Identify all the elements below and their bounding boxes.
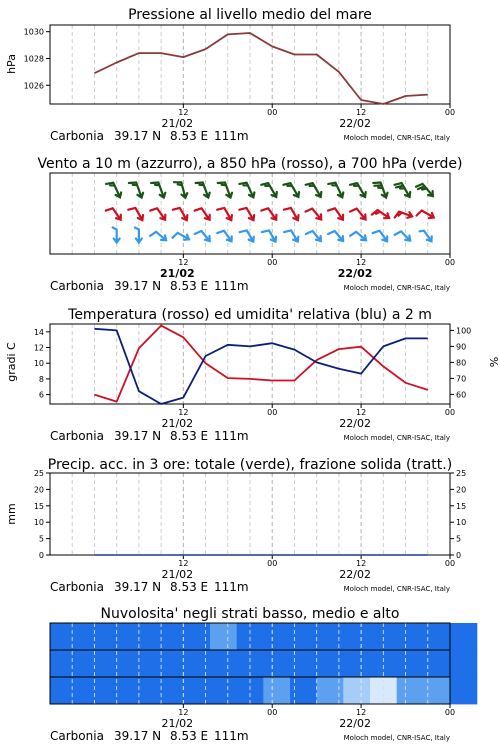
wind-850-barb bbox=[284, 208, 299, 220]
pressure-y-tick-label: 1026 bbox=[23, 81, 44, 91]
cloud-location-name: Carbonia bbox=[50, 729, 104, 743]
cloud-cell-basso bbox=[450, 677, 477, 704]
precip-y2-tick-label: 10 bbox=[456, 518, 467, 528]
pressure-x-tick-label: 12 bbox=[178, 108, 189, 117]
cloud-cell-basso bbox=[210, 677, 237, 704]
humidity-y2-tick-label: 60 bbox=[456, 390, 467, 400]
precip-title: Precip. acc. in 3 ore: totale (verde), frazione solida (tratt.) bbox=[47, 457, 453, 473]
wind-700-barb bbox=[129, 183, 143, 198]
cloud-date-label: 22/02 bbox=[339, 717, 371, 730]
temp-humidity-longitude: 8.53 E bbox=[170, 429, 209, 443]
wind-date-label: 22/02 bbox=[337, 267, 373, 280]
wind-850-barb bbox=[217, 208, 232, 220]
wind-850-barb bbox=[328, 208, 343, 219]
cloud-cell-alto bbox=[130, 623, 157, 650]
wind-700-barb bbox=[283, 183, 299, 197]
precip-y-tick-label: 25 bbox=[33, 469, 44, 478]
wind-850-barb bbox=[150, 208, 165, 219]
precip-date-label: 22/02 bbox=[339, 568, 371, 581]
wind-10m-barb bbox=[350, 232, 366, 240]
temp-humidity-elevation: 111m bbox=[214, 429, 249, 443]
wind-700-barb bbox=[151, 183, 165, 198]
cloud-cell-medio bbox=[343, 650, 370, 677]
wind-10m-barb bbox=[395, 231, 411, 240]
cloud-x-tick-label: 00 bbox=[267, 708, 278, 717]
wind-700-barb bbox=[416, 184, 433, 196]
wind-10m-barb bbox=[306, 231, 321, 241]
pressure-line bbox=[94, 33, 427, 104]
cloud-cell-medio bbox=[317, 650, 344, 677]
humidity-line bbox=[94, 329, 427, 404]
cloud-x-tick-label: 12 bbox=[178, 708, 189, 717]
wind-850-barb bbox=[173, 208, 188, 220]
wind-10m-barb bbox=[113, 228, 120, 243]
wind-700-barb bbox=[395, 183, 411, 197]
wind-longitude: 8.53 E bbox=[170, 279, 209, 293]
wind-850-barb bbox=[306, 209, 322, 220]
wind-700-barb bbox=[174, 182, 187, 198]
pressure-x-tick-label: 00 bbox=[267, 108, 278, 117]
cloud-cell-basso bbox=[263, 677, 290, 704]
temp-humidity-x-tick-label: 00 bbox=[267, 408, 278, 417]
wind-700-barb bbox=[373, 183, 387, 198]
cloud-x-tick-label: 00 bbox=[444, 708, 456, 717]
wind-700-barb bbox=[239, 183, 254, 198]
cloud-title: Nuvolosita' negli strati basso, medio e alto bbox=[100, 606, 400, 622]
wind-10m-barb bbox=[420, 231, 432, 242]
wind-10m-barb bbox=[373, 231, 388, 242]
temp-humidity-model-credit: Moloch model, CNR-ISAC, Italy bbox=[343, 434, 450, 442]
cloud-cell-medio bbox=[183, 650, 210, 677]
wind-850-barb bbox=[417, 211, 434, 219]
temperature-y-tick-label: 8 bbox=[38, 374, 44, 384]
wind-10m-barb bbox=[284, 230, 298, 241]
wind-850-barb bbox=[195, 208, 210, 219]
precip-y-tick-label: 10 bbox=[33, 518, 44, 528]
cloud-cell-alto bbox=[450, 623, 477, 650]
wind-700-barb bbox=[350, 183, 366, 197]
precip-x-tick-label: 12 bbox=[178, 559, 189, 568]
precip-latitude: 39.17 N bbox=[114, 580, 162, 594]
precip-ylabel: mm bbox=[5, 503, 18, 525]
precip-frame bbox=[50, 473, 450, 555]
wind-10m-barb bbox=[217, 231, 232, 242]
pressure-model-credit: Moloch model, CNR-ISAC, Italy bbox=[343, 134, 450, 142]
precip-model-credit: Moloch model, CNR-ISAC, Italy bbox=[343, 585, 450, 593]
cloud-cell-medio bbox=[210, 650, 237, 677]
cloud-latitude: 39.17 N bbox=[114, 729, 162, 743]
cloud-cell-basso bbox=[343, 677, 370, 704]
temperature-y-tick-label: 14 bbox=[33, 327, 44, 337]
wind-10m-barb bbox=[195, 231, 210, 241]
precip-x-tick-label: 00 bbox=[267, 559, 278, 568]
wind-model-credit: Moloch model, CNR-ISAC, Italy bbox=[343, 284, 450, 292]
precip-y-tick-label: 15 bbox=[33, 501, 44, 511]
humidity-ylabel: % bbox=[487, 356, 500, 368]
temperature-line bbox=[94, 326, 427, 402]
temp-humidity-date-label: 21/02 bbox=[161, 417, 194, 430]
wind-700-barb bbox=[306, 183, 322, 197]
cloud-cell-basso bbox=[183, 677, 210, 704]
cloud-cell-alto bbox=[397, 623, 424, 650]
cloud-cell-medio bbox=[450, 650, 477, 677]
humidity-y2-tick-label: 70 bbox=[456, 374, 467, 384]
pressure-y-tick-label: 1028 bbox=[23, 54, 44, 64]
humidity-y2-tick-label: 100 bbox=[456, 326, 472, 336]
temp-humidity-title: Temperatura (rosso) ed umidita' relativa (blu) a 2 m bbox=[68, 307, 432, 323]
wind-850-barb bbox=[261, 208, 276, 219]
wind-850-barb bbox=[128, 208, 143, 220]
cloud-cell-basso bbox=[397, 677, 424, 704]
wind-700-barb bbox=[196, 183, 210, 198]
cloud-cell-basso bbox=[77, 677, 104, 704]
pressure-latitude: 39.17 N bbox=[114, 129, 162, 143]
pressure-frame bbox=[50, 25, 450, 104]
precip-y-tick-label: 0 bbox=[38, 551, 44, 560]
cloud-cell-medio bbox=[263, 650, 290, 677]
cloud-cell-medio bbox=[50, 650, 77, 677]
pressure-x-tick-label: 12 bbox=[356, 108, 367, 117]
cloud-cell-alto bbox=[210, 623, 237, 650]
cloud-cell-alto bbox=[77, 623, 104, 650]
wind-850-barb bbox=[350, 209, 366, 220]
cloud-cell-medio bbox=[397, 650, 424, 677]
wind-850-barb bbox=[395, 212, 412, 218]
cloud-cell-alto bbox=[343, 623, 370, 650]
wind-latitude: 39.17 N bbox=[114, 279, 162, 293]
pressure-longitude: 8.53 E bbox=[170, 129, 209, 143]
wind-x-tick-label: 00 bbox=[267, 258, 278, 267]
cloud-cell-alto bbox=[263, 623, 290, 650]
temp-humidity-location-name: Carbonia bbox=[50, 429, 104, 443]
pressure-elevation: 111m bbox=[214, 129, 249, 143]
temp-humidity-frame bbox=[50, 324, 450, 404]
wind-location-name: Carbonia bbox=[50, 279, 104, 293]
precip-longitude: 8.53 E bbox=[170, 580, 209, 594]
cloud-cell-medio bbox=[130, 650, 157, 677]
wind-x-tick-label: 12 bbox=[178, 258, 189, 267]
precip-location-name: Carbonia bbox=[50, 580, 104, 594]
wind-850-barb bbox=[372, 210, 389, 218]
precip-y2-tick-label: 25 bbox=[456, 469, 467, 478]
cloud-cell-alto bbox=[50, 623, 77, 650]
wind-x-tick-label: 00 bbox=[444, 258, 456, 267]
wind-10m-barb bbox=[328, 231, 343, 241]
cloud-longitude: 8.53 E bbox=[170, 729, 209, 743]
cloud-cell-medio bbox=[77, 650, 104, 677]
precip-elevation: 111m bbox=[214, 580, 249, 594]
wind-850-barb bbox=[106, 208, 121, 219]
cloud-cell-basso bbox=[50, 677, 77, 704]
wind-elevation: 111m bbox=[214, 279, 249, 293]
wind-700-barb bbox=[261, 183, 277, 197]
precip-date-label: 21/02 bbox=[161, 568, 194, 581]
precip-y-tick-label: 20 bbox=[33, 485, 44, 495]
humidity-y2-tick-label: 90 bbox=[456, 342, 467, 352]
cloud-x-tick-label: 12 bbox=[356, 708, 367, 717]
temp-humidity-x-tick-label: 12 bbox=[356, 408, 367, 417]
temp-humidity-date-label: 22/02 bbox=[339, 417, 371, 430]
wind-date-label: 21/02 bbox=[160, 267, 195, 280]
wind-10m-barb bbox=[262, 230, 276, 241]
wind-700-barb bbox=[106, 183, 121, 198]
humidity-y2-tick-label: 80 bbox=[456, 358, 467, 368]
pressure-location-name: Carbonia bbox=[50, 129, 104, 143]
pressure-date-label: 21/02 bbox=[161, 117, 194, 130]
pressure-title: Pressione al livello medio del mare bbox=[128, 7, 372, 23]
temp-ylabel: gradi C bbox=[5, 342, 18, 382]
precip-x-tick-label: 12 bbox=[356, 559, 367, 568]
pressure-y-tick-label: 1030 bbox=[23, 27, 44, 37]
wind-10m-barb bbox=[240, 230, 254, 241]
wind-title: Vento a 10 m (azzurro), a 850 hPa (rosso), a 700 hPa (verde) bbox=[37, 156, 463, 172]
temperature-y-tick-label: 10 bbox=[33, 359, 44, 369]
wind-850-barb bbox=[239, 208, 254, 220]
cloud-elevation: 111m bbox=[214, 729, 249, 743]
temperature-y-tick-label: 12 bbox=[33, 343, 44, 353]
temp-humidity-latitude: 39.17 N bbox=[114, 429, 162, 443]
wind-x-tick-label: 12 bbox=[356, 258, 367, 267]
cloud-cell-basso bbox=[130, 677, 157, 704]
precip-y-tick-label: 5 bbox=[38, 534, 44, 544]
cloud-cell-basso bbox=[317, 677, 344, 704]
precip-y2-tick-label: 5 bbox=[456, 534, 462, 544]
temperature-y-tick-label: 6 bbox=[38, 390, 44, 400]
temp-humidity-x-tick-label: 12 bbox=[178, 408, 189, 417]
wind-10m-barb bbox=[150, 232, 166, 240]
precip-y2-tick-label: 15 bbox=[456, 501, 467, 511]
precip-y2-tick-label: 20 bbox=[456, 485, 467, 495]
pressure-x-tick-label: 00 bbox=[444, 108, 456, 117]
temp-humidity-x-tick-label: 00 bbox=[444, 408, 456, 417]
cloud-cell-alto bbox=[317, 623, 344, 650]
wind-10m-barb bbox=[173, 233, 190, 240]
precip-y2-tick-label: 0 bbox=[456, 551, 462, 560]
precip-x-tick-label: 00 bbox=[444, 559, 456, 568]
cloud-cell-alto bbox=[183, 623, 210, 650]
cloud-date-label: 21/02 bbox=[161, 717, 194, 730]
wind-10m-barb bbox=[135, 228, 142, 243]
pressure-date-label: 22/02 bbox=[339, 117, 371, 130]
pressure-ylabel: hPa bbox=[5, 54, 18, 74]
wind-700-barb bbox=[328, 183, 343, 198]
cloud-model-credit: Moloch model, CNR-ISAC, Italy bbox=[343, 734, 450, 742]
wind-700-barb bbox=[218, 183, 232, 198]
